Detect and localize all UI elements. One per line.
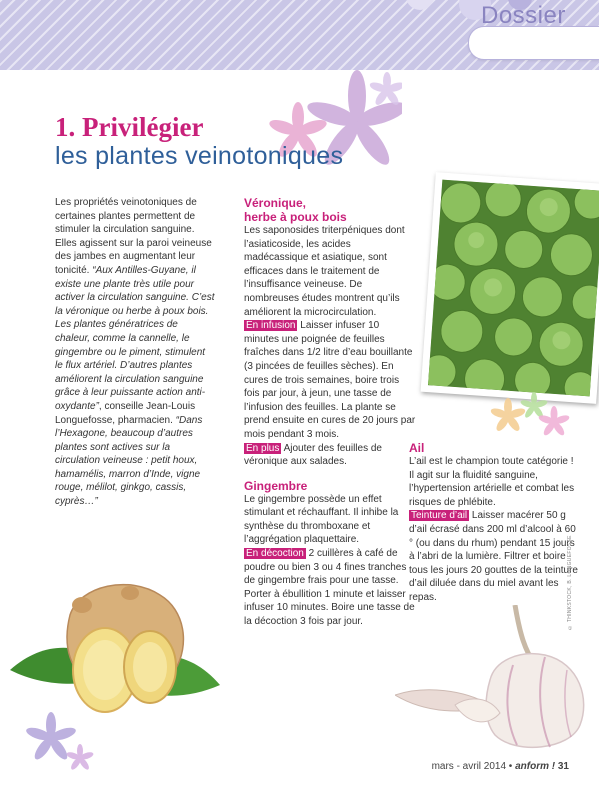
ginger-illustration: [10, 575, 225, 725]
veronique-photo: [421, 172, 599, 404]
article-number-title: 1. Privilégier: [55, 112, 204, 142]
ail-teinture-text: Laisser macérer 50 g d’ail écrasé dans 200 ml d’alcool à 60 ° (ou dans du rhum) pendant 15 jours à l’abri de la lumière. Filtrer et boire tous les jours 20 gouttes de la teinture d’ail diluée dans du miel avant les repas.: [409, 510, 578, 603]
leaves-illustration: [428, 180, 599, 397]
section-label: Dossier: [481, 2, 566, 29]
flower-decoration-bottom: [25, 712, 95, 772]
tag-en-decoction: En décoction: [246, 548, 304, 560]
veronique-heading-line1: Véronique,: [244, 196, 307, 210]
veronique-infusion-text: Laisser infuser 10 minutes une poignée de feuilles fraîches dans 1/2 litre d’eau bouillante (3 pincées de feuilles sèches). En cures de trois semaines, boire trois fois par jour, à jeun, une tasse de l’infusion des feuilles. La plante se prend ensuite en cures de 20 jours par mois pendant 3 mois.: [244, 320, 416, 440]
veronique-en-plus-text: Ajouter des feuilles de véronique aux salades.: [244, 442, 382, 468]
footer-issue: mars - avril 2014 •: [431, 761, 516, 772]
tag-en-infusion: En infusion: [246, 320, 296, 332]
ail-teinture: [409, 509, 581, 604]
page-footer: [432, 761, 569, 772]
intro-paragraph: [55, 196, 215, 509]
veronique-en-plus: [244, 442, 416, 469]
intro-text: Les propriétés veinotoniques de certaines plantes permettent de stimuler la circulation sanguine. Elles agissent sur la paroi veineuse des jambes en augmentant leur tonicité.: [55, 197, 212, 276]
garlic-illustration: [395, 605, 590, 755]
flower-decoration-ail: [490, 392, 570, 442]
tag-en-plus: En plus: [246, 442, 280, 454]
intro-quote-antilles: “Aux Antilles-Guyane, il existe une plante très utile pour activer la circulation sanguine. C’est la véronique ou herbe à poux bois. Les plantes génératrices de chaleur, comme la cannelle, le gingembre ou le piment, stimulent le flux artériel. D’autres plantes améliorent la circulation sanguine grâce à leur puissante action anti-oxydante”: [55, 264, 215, 412]
ail-body: L’ail est le champion toute catégorie ! Il agit sur la fluidité sanguine, l’hypertension artérielle et combat les risques de phlébite.: [409, 456, 575, 508]
gingembre-body: Le gingembre possède un effet stimulant et réchauffant. Il inhibe la synthèse du thromboxane et l’aggrégation plaquettaire.: [244, 493, 399, 546]
gingembre-heading: Gingembre: [244, 478, 308, 493]
intro-quote-hexagone: “Dans l’Hexagone, beaucoup d’autres plantes sont actives sur la circulation veineuse : petit houx, hamamélis, marron d’Inde, vigne rouge, mélilot, ginkgo, cassis, cyprès…”: [55, 414, 203, 508]
middle-column: [244, 196, 416, 629]
tag-teinture-d-ail: Teinture d’ail: [411, 510, 468, 522]
gingembre-decoction: [244, 547, 416, 629]
photo-credit: © THINKSTOCK, B. LONGUEFOSSE: [567, 535, 573, 630]
gingembre-decoction-text: 2 cuillères à café de poudre ou bien 3 ou 4 fines tranches de gingembre frais pour une tasse. Porter à ébullition 1 minute et laisser infuser 10 minutes. Boire une tasse de la décoction 3 fois par jour.: [244, 548, 415, 628]
footer-magazine: anform !: [515, 761, 556, 772]
ail-heading: Ail: [409, 441, 425, 455]
veronique-infusion: [244, 319, 416, 441]
intro-attribution: , conseille Jean-Louis Longuefosse, pharmacien.: [55, 400, 196, 426]
article-title: les plantes veinotoniques: [55, 142, 344, 170]
ail-column: [409, 441, 581, 605]
page-number: 31: [557, 761, 569, 772]
intro-column: [55, 196, 215, 509]
veronique-heading-line2: herbe à poux bois: [244, 210, 347, 224]
veronique-body: Les saponosides triterpéniques dont l’asiaticoside, les acides madécassique et asiatique, sont efficaces dans le traitement de l’insuffisance veineuse. De nombreuses études montrent qu’ils améliorent la microcirculation.: [244, 225, 405, 318]
veronique-heading: [244, 196, 416, 224]
